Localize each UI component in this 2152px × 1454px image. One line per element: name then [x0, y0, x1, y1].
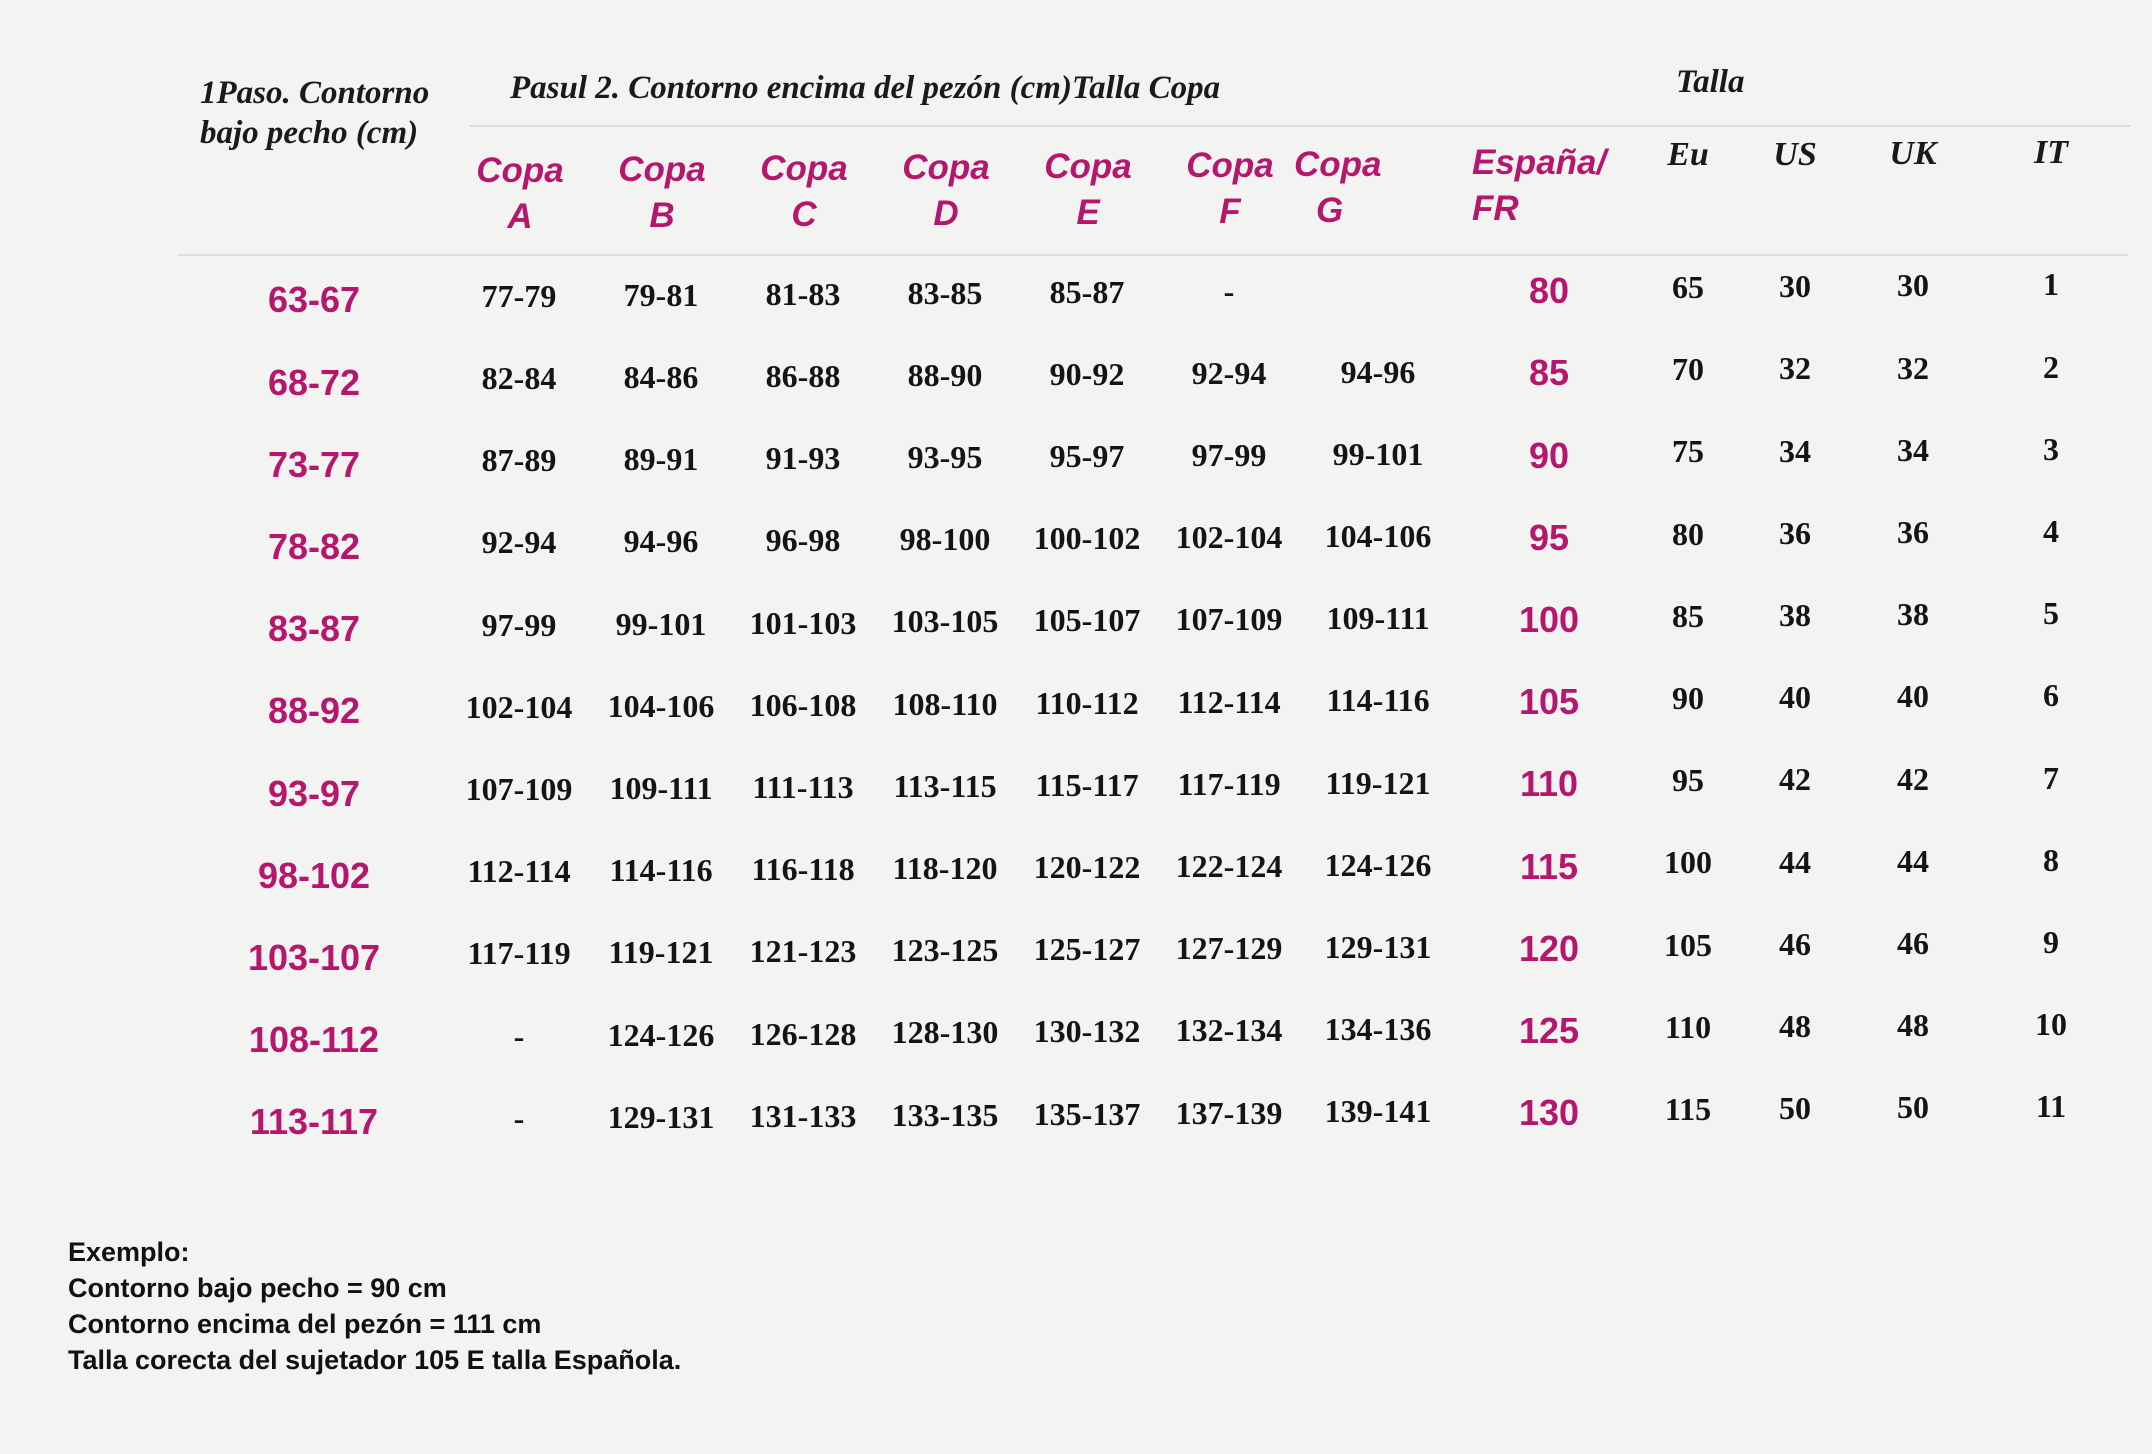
uk-cell: 42	[1897, 760, 1929, 797]
cup-header-g: Copa G	[1294, 145, 1382, 230]
step1-header-line2: bajo pecho (cm)	[200, 115, 419, 151]
band-cell: 88-92	[267, 690, 361, 732]
cup-g-cell: 114-116	[1326, 682, 1430, 719]
cup-header-d: Copa D	[902, 148, 990, 233]
cup-f-cell: 127-129	[1175, 930, 1283, 967]
uk-cell: 44	[1897, 842, 1929, 879]
uk-cell: 46	[1897, 925, 1929, 961]
cup-e-cell: 100-102	[1033, 520, 1141, 557]
band-cell: 103-107	[247, 936, 381, 978]
eu-cell: 90	[1672, 680, 1704, 717]
cup-a-cell: 107-109	[465, 771, 573, 808]
eu-cell: 100	[1664, 844, 1712, 881]
es-cell: 90	[1528, 434, 1570, 476]
cup-a-cell: 112-114	[467, 853, 571, 890]
it-cell: 9	[2043, 923, 2059, 960]
cup-g-cell: 119-121	[1325, 764, 1431, 801]
eu-cell: 80	[1672, 515, 1704, 552]
us-cell: 38	[1779, 597, 1811, 634]
cup-header-c: Copa C	[760, 149, 848, 234]
example-result: Talla corecta del sujetador 105 E talla Española.	[68, 1345, 682, 1375]
talla-header: Talla	[1676, 64, 1745, 100]
cup-g-cell: 124-126	[1324, 846, 1432, 883]
cup-header-e: Copa E	[1044, 147, 1132, 232]
cup-e-cell: 130-132	[1033, 1013, 1141, 1050]
cup-f-cell: 117-119	[1177, 765, 1281, 802]
cup-a-cell: 77-79	[481, 277, 557, 314]
cup-e-cell: 95-97	[1049, 437, 1125, 474]
it-cell: 10	[2035, 1006, 2067, 1043]
cup-b-cell: 84-86	[623, 358, 699, 395]
cup-g-cell: 134-136	[1324, 1011, 1432, 1048]
uk-cell: 48	[1897, 1007, 1929, 1044]
cup-c-cell: 106-108	[749, 686, 857, 723]
cup-b-cell: 99-101	[615, 605, 707, 642]
uk-cell: 50	[1897, 1089, 1929, 1126]
cup-d-cell: 128-130	[891, 1014, 999, 1051]
cup-b-cell: 94-96	[623, 523, 699, 560]
cup-f-cell: 132-134	[1175, 1012, 1283, 1049]
it-cell: 6	[2043, 677, 2059, 714]
cup-c-cell: 91-93	[765, 440, 841, 477]
eu-cell: 85	[1672, 597, 1704, 634]
table-row	[0, 759, 2152, 845]
eu-cell: 70	[1672, 351, 1704, 388]
table-row	[0, 841, 2152, 927]
us-cell: 50	[1779, 1090, 1811, 1127]
cup-e-cell: 115-117	[1035, 766, 1139, 803]
size-col-uk: UK	[1889, 135, 1937, 172]
cup-b-cell: 124-126	[607, 1016, 715, 1053]
band-cell: 93-97	[267, 772, 361, 814]
cup-c-cell: 121-123	[749, 933, 857, 970]
cup-c-cell: 96-98	[765, 522, 841, 559]
eu-cell: 65	[1672, 269, 1704, 306]
uk-cell: 40	[1897, 678, 1929, 715]
table-row	[0, 1006, 2152, 1092]
eu-cell: 95	[1672, 762, 1704, 799]
cup-a-cell: 92-94	[481, 524, 557, 561]
eu-cell: 105	[1664, 926, 1712, 963]
es-cell: 100	[1518, 598, 1580, 640]
us-cell: 32	[1779, 350, 1811, 387]
us-cell: 48	[1779, 1008, 1811, 1045]
cup-g-cell: 94-96	[1340, 353, 1416, 390]
us-cell: 42	[1779, 761, 1811, 798]
cup-a-cell: -	[513, 1017, 525, 1054]
uk-cell: 36	[1897, 514, 1929, 550]
cup-e-cell: 85-87	[1049, 273, 1125, 310]
cup-g-cell: 99-101	[1332, 435, 1424, 472]
us-cell: 46	[1779, 925, 1811, 962]
cup-d-cell: 123-125	[891, 932, 999, 969]
cup-c-cell: 111-113	[752, 768, 854, 805]
it-cell: 4	[2043, 512, 2059, 549]
example-block	[68, 1234, 681, 1378]
step2-header: Pasul 2. Contorno encima del pezón (cm)Talla Copa	[510, 70, 1221, 106]
size-col-it: IT	[2034, 134, 2068, 171]
cup-e-cell: 125-127	[1033, 931, 1141, 968]
cup-a-cell: 117-119	[467, 935, 571, 972]
es-cell: 115	[1519, 845, 1579, 887]
cup-d-cell: 98-100	[899, 521, 991, 558]
band-cell: 113-117	[249, 1101, 379, 1143]
cup-a-cell: -	[513, 1099, 525, 1136]
es-cell: 80	[1528, 270, 1570, 312]
cup-f-cell: 97-99	[1191, 436, 1267, 473]
cup-f-cell: 102-104	[1175, 519, 1283, 556]
table-row	[0, 677, 2152, 763]
band-cell: 78-82	[267, 525, 361, 567]
cup-d-cell: 133-135	[891, 1096, 999, 1133]
cup-e-cell: 90-92	[1049, 355, 1125, 392]
step1-header	[200, 73, 429, 153]
cup-b-cell: 109-111	[609, 769, 713, 806]
cup-f-cell: 137-139	[1175, 1094, 1283, 1131]
cup-e-cell: 105-107	[1033, 602, 1141, 639]
cup-e-cell: 110-112	[1035, 684, 1139, 721]
us-cell: 30	[1779, 268, 1811, 305]
step1-header-line1: 1Paso. Contorno	[200, 75, 430, 111]
cup-f-cell: -	[1223, 272, 1235, 309]
example-underbust: Contorno bajo pecho = 90 cm	[68, 1273, 447, 1303]
us-cell: 40	[1779, 679, 1811, 716]
example-title: Exemplo:	[68, 1237, 190, 1267]
eu-cell: 75	[1672, 433, 1704, 470]
it-cell: 3	[2043, 430, 2059, 467]
uk-cell: 32	[1897, 349, 1929, 386]
it-cell: 11	[2035, 1088, 2067, 1125]
it-cell: 5	[2043, 595, 2059, 632]
band-cell: 73-77	[267, 443, 361, 485]
cup-a-cell: 82-84	[481, 360, 557, 397]
table-row	[0, 266, 2152, 352]
table-row	[0, 430, 2152, 516]
cup-a-cell: 102-104	[465, 688, 573, 725]
cup-f-cell: 92-94	[1191, 354, 1267, 391]
uk-cell: 38	[1897, 596, 1929, 633]
size-col-eu: Eu	[1667, 136, 1709, 173]
es-cell: 85	[1528, 352, 1570, 394]
band-cell: 68-72	[267, 361, 361, 403]
header-rule-bottom	[178, 254, 2128, 256]
cup-g-cell: 109-111	[1326, 600, 1430, 637]
es-cell: 110	[1519, 763, 1579, 805]
cup-e-cell: 120-122	[1033, 848, 1141, 885]
band-cell: 83-87	[267, 608, 361, 650]
cup-d-cell: 88-90	[907, 356, 983, 393]
band-cell: 98-102	[257, 854, 371, 896]
cup-b-cell: 104-106	[607, 687, 715, 724]
cup-header-a: Copa A	[476, 151, 564, 236]
cup-c-cell: 116-118	[751, 851, 855, 888]
uk-cell: 30	[1897, 267, 1929, 304]
cup-c-cell: 81-83	[765, 275, 841, 312]
espana-fr-header: España/ FR	[1472, 143, 1607, 228]
cup-d-cell: 113-115	[893, 767, 997, 804]
cup-b-cell: 89-91	[623, 441, 699, 478]
cup-g-cell: 139-141	[1324, 1093, 1432, 1130]
size-col-us: US	[1773, 136, 1817, 173]
it-cell: 8	[2043, 841, 2059, 878]
cup-c-cell: 86-88	[765, 357, 841, 394]
cup-e-cell: 135-137	[1033, 1095, 1141, 1132]
cup-d-cell: 118-120	[892, 850, 998, 887]
example-overbust: Contorno encima del pezón = 111 cm	[68, 1309, 542, 1339]
table-row	[0, 1088, 2152, 1174]
table-row	[0, 595, 2152, 681]
cup-c-cell: 101-103	[749, 604, 857, 641]
cup-b-cell: 79-81	[623, 276, 699, 313]
it-cell: 1	[2043, 266, 2059, 303]
cup-f-cell: 107-109	[1175, 601, 1283, 638]
cup-a-cell: 87-89	[481, 442, 557, 479]
es-cell: 105	[1518, 681, 1580, 723]
band-cell: 108-112	[248, 1019, 380, 1061]
cup-header-b: Copa B	[618, 150, 706, 235]
cup-g-cell: 129-131	[1324, 929, 1432, 966]
table-row	[0, 923, 2152, 1010]
us-cell: 36	[1779, 514, 1811, 551]
cup-d-cell: 83-85	[907, 274, 983, 311]
cup-g-cell: 104-106	[1324, 518, 1432, 555]
cup-a-cell: 97-99	[481, 606, 557, 643]
table-row	[0, 348, 2152, 434]
cup-d-cell: 93-95	[907, 439, 983, 476]
cup-c-cell: 126-128	[749, 1015, 857, 1052]
es-cell: 95	[1528, 516, 1570, 558]
cup-b-cell: 114-116	[609, 852, 713, 889]
us-cell: 44	[1779, 843, 1811, 880]
table-row	[0, 512, 2152, 599]
cup-f-cell: 122-124	[1175, 847, 1283, 884]
cup-b-cell: 129-131	[607, 1098, 715, 1135]
cup-f-cell: 112-114	[1177, 683, 1281, 720]
cup-c-cell: 131-133	[749, 1097, 857, 1134]
es-cell: 120	[1518, 927, 1580, 969]
uk-cell: 34	[1897, 431, 1929, 468]
cup-d-cell: 108-110	[892, 685, 998, 722]
us-cell: 34	[1779, 432, 1811, 469]
it-cell: 7	[2043, 759, 2059, 796]
band-cell: 63-67	[267, 279, 361, 321]
es-cell: 130	[1518, 1092, 1580, 1134]
it-cell: 2	[2043, 348, 2059, 385]
header-rule-top	[470, 125, 2130, 127]
cup-d-cell: 103-105	[891, 603, 999, 640]
eu-cell: 110	[1664, 1008, 1712, 1045]
es-cell: 125	[1518, 1009, 1580, 1051]
eu-cell: 115	[1664, 1091, 1712, 1128]
cup-b-cell: 119-121	[608, 934, 714, 971]
cup-header-f: Copa F	[1186, 146, 1274, 231]
